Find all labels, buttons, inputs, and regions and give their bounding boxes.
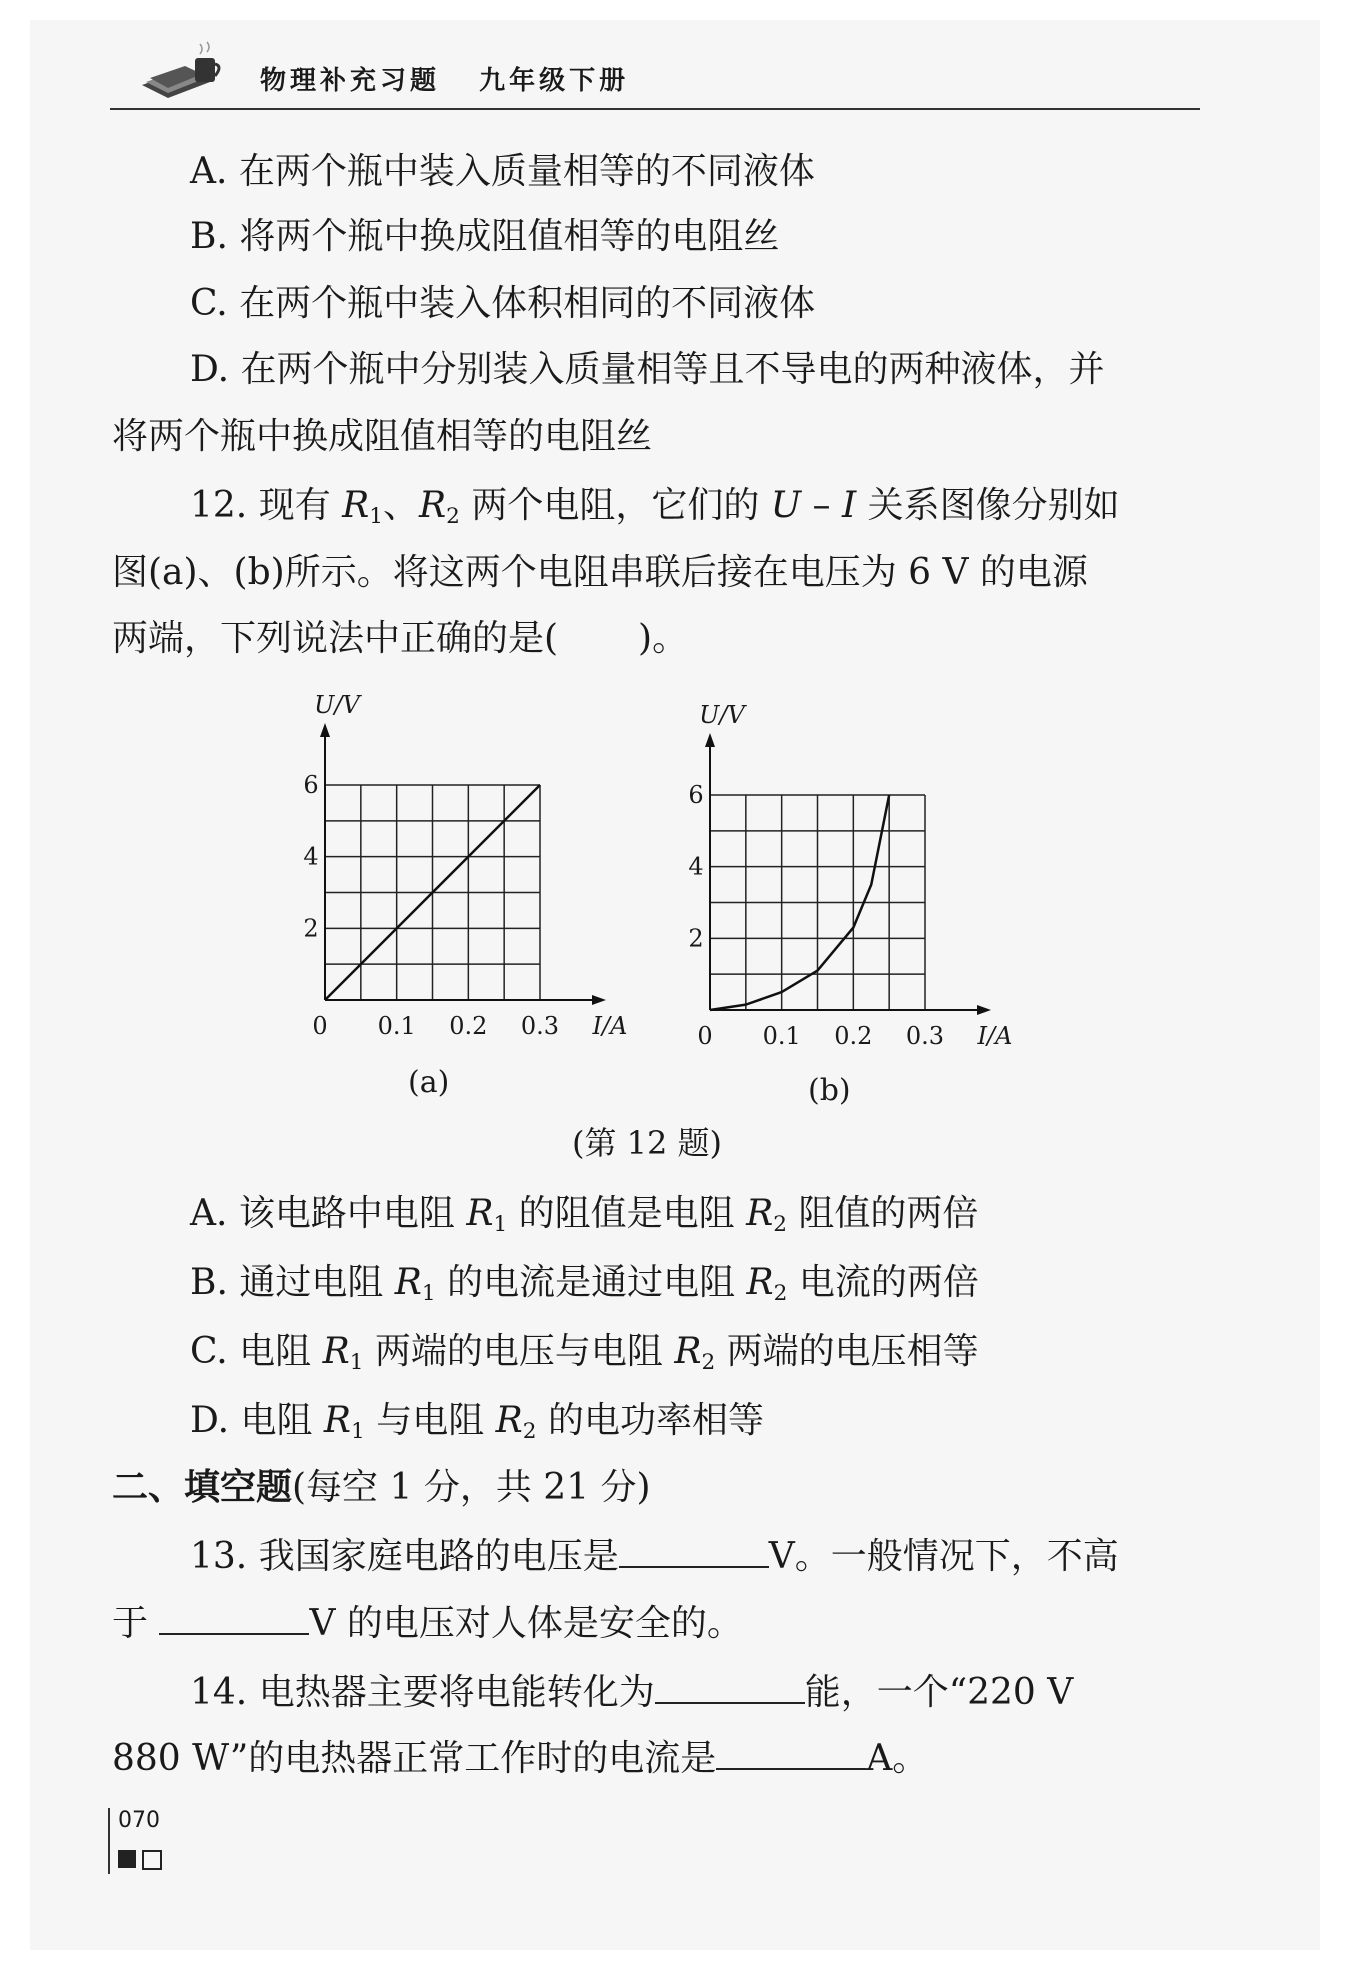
y-axis-label: U/V	[314, 691, 360, 719]
figure-caption: (第 12 题)	[572, 1124, 723, 1162]
q11-option-d-line2: 将两个瓶中换成阻值相等的电阻丝	[112, 416, 653, 457]
y-tick-label: 4	[688, 852, 704, 881]
empty-square-icon	[142, 1850, 162, 1870]
book-and-cup-icon	[140, 40, 230, 100]
x-tick-label: 0	[697, 1022, 713, 1050]
q14-blank-1[interactable]	[655, 1672, 805, 1704]
x-axis-arrow	[977, 1005, 991, 1015]
q13-blank-1[interactable]	[619, 1536, 769, 1568]
x-tick-label: 0.1	[762, 1022, 801, 1050]
y-tick-label: 6	[688, 781, 704, 809]
y-tick-label: 2	[688, 924, 704, 953]
q12-option-d: D. 电阻 $R_1$ 与电阻 $R_2$ 的电功率相等	[190, 1400, 764, 1444]
y-tick-label: 4	[303, 842, 319, 871]
q13-line1: 13. 我国家庭电路的电压是 V。一般情况下，不高	[190, 1536, 1119, 1577]
x-tick-label: 0	[312, 1012, 328, 1040]
filled-square-icon	[118, 1850, 136, 1868]
x-tick-label: 0.3	[905, 1022, 945, 1050]
y-axis-arrow	[705, 733, 715, 747]
q11-option-d-line1: D. 在两个瓶中分别装入质量相等且不导电的两种液体，并	[190, 349, 1105, 390]
q14-blank-2[interactable]	[716, 1738, 866, 1770]
q12-stem-line3: 两端，下列说法中正确的是( )。	[112, 618, 689, 659]
q13-line2: 于 V 的电压对人体是安全的。	[112, 1603, 743, 1644]
x-tick-label: 0.2	[834, 1022, 873, 1050]
page-header	[110, 40, 1200, 115]
q11-option-c: C. 在两个瓶中装入体积相同的不同液体	[190, 283, 816, 324]
q11-option-a: A. 在两个瓶中装入质量相等的不同液体	[190, 151, 815, 192]
q12-stem-line1: 12. 现有 $R_1$、$R_2$ 两个电阻，它们的 U – I 关系图像分别如	[190, 485, 1120, 529]
y-tick-label: 2	[303, 914, 319, 943]
page-number: 070	[118, 1808, 160, 1833]
graph-a-label: (a)	[408, 1065, 450, 1100]
x-tick-label: 0.2	[449, 1012, 488, 1040]
q13-blank-2[interactable]	[159, 1603, 309, 1635]
q12-stem-line2: 图(a)、(b)所示。将这两个电阻串联后接在电压为 6 V 的电源	[112, 552, 1088, 593]
x-tick-label: 0.3	[520, 1012, 560, 1040]
graph-a	[290, 691, 630, 1040]
y-axis-label: U/V	[699, 701, 745, 729]
q12-option-b: B. 通过电阻 $R_1$ 的电流是通过电阻 $R_2$ 电流的两倍	[190, 1262, 979, 1306]
q14-line2: 880 W”的电热器正常工作时的电流是 A。	[112, 1738, 929, 1779]
q14-line1: 14. 电热器主要将电能转化为 能，一个“220 V	[190, 1672, 1074, 1713]
header-rule	[110, 108, 1200, 110]
y-axis-arrow	[320, 723, 330, 737]
x-axis-label: I/A	[977, 1022, 1013, 1050]
x-axis-arrow	[592, 995, 606, 1005]
q12-option-c: C. 电阻 $R_1$ 两端的电压与电阻 $R_2$ 两端的电压相等	[190, 1331, 979, 1375]
y-tick-label: 6	[303, 771, 319, 799]
x-tick-label: 0.1	[377, 1012, 416, 1040]
page-number-bar	[108, 1808, 110, 1874]
q11-option-b: B. 将两个瓶中换成阻值相等的电阻丝	[190, 216, 780, 257]
graph-b-label: (b)	[808, 1073, 851, 1108]
section-2-heading: 二、填空题(每空 1 分，共 21 分)	[112, 1467, 651, 1508]
x-axis-label: I/A	[592, 1012, 628, 1040]
running-title: 物理补充习题 九年级下册	[260, 66, 630, 96]
q12-option-a: A. 该电路中电阻 $R_1$ 的阻值是电阻 $R_2$ 阻值的两倍	[190, 1193, 979, 1237]
graph-b	[675, 701, 1015, 1050]
